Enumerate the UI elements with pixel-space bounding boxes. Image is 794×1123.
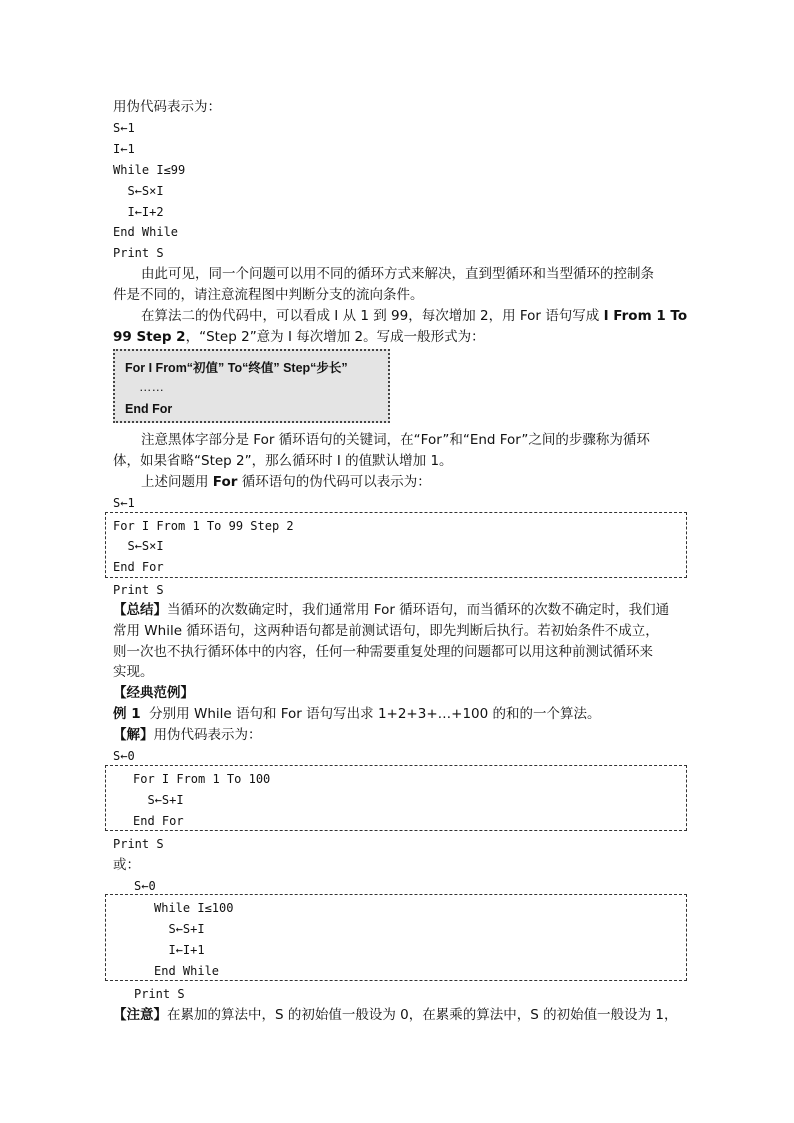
example-label: 例 1: [113, 706, 141, 722]
code-line: S←S×I: [113, 184, 164, 198]
note-text: 在累加的算法中，S 的初始值一般设为 0，在累乘的算法中，S 的初始值一般设为 1，: [167, 1007, 678, 1023]
paragraph-line: 注意黑体字部分是 For 循环语句的关键词，在“For”和“End For”之间的步骤称为循环: [141, 432, 650, 448]
bold-keyword: 99 Step 2: [113, 329, 186, 345]
summary-tag: 【总结】: [113, 602, 167, 618]
code-line: I←I+2: [113, 205, 164, 219]
or-text: 或：: [113, 857, 140, 873]
code-line: S←1: [113, 496, 135, 510]
example-text: 分别用 While 语句和 For 语句写出求 1+2+3+…+100 的和的一个算法。: [140, 706, 601, 722]
code-line: While I≤100: [154, 901, 234, 915]
bold-keyword: I From 1 To: [603, 308, 688, 324]
code-line: End While: [154, 964, 220, 978]
code-line: S←S+I: [154, 922, 205, 936]
paragraph-line: 件是不同的，请注意流程图中判断分支的流向条件。: [113, 287, 424, 303]
note-line: [113, 1005, 677, 1025]
general-form-box: [113, 349, 390, 423]
solution-tag: 【解】: [113, 727, 154, 743]
solution-line: [113, 725, 262, 745]
paragraph-line: [113, 327, 485, 347]
code-line: S←0: [134, 879, 156, 893]
summary-line: 常用 While 循环语句，这两种语句都是前测试语句，即先判断后执行。若初始条件不成立，: [113, 623, 659, 639]
section-heading: 【经典范例】: [113, 685, 194, 701]
code-line: S←1: [113, 121, 135, 135]
summary-line: 则一次也不执行循环体中的内容，任何一种需要重复处理的问题都可以用这种前测试循环来: [113, 644, 653, 660]
paragraph-text: 循环语句的伪代码可以表示为：: [237, 474, 431, 490]
code-line: S←S×I: [113, 539, 164, 553]
general-form-line: ……: [139, 380, 164, 394]
paragraph-line: [141, 306, 687, 326]
paragraph-text: ，“Step 2”意为 I 每次增加 2。写成一般形式为：: [185, 329, 485, 345]
summary-line: 实现。: [113, 664, 154, 680]
code-line: End For: [113, 560, 164, 574]
note-tag: 【注意】: [113, 1007, 167, 1023]
summary-text: 当循环的次数确定时，我们通常用 For 循环语句，而当循环的次数不确定时，我们通: [167, 602, 670, 618]
code-line: End For: [133, 814, 184, 828]
intro-text: 用伪代码表示为：: [113, 99, 221, 115]
code-line: Print S: [134, 987, 185, 1001]
general-form-line: End For: [125, 402, 173, 416]
code-line: For I From 1 To 100: [133, 772, 271, 786]
paragraph-line: [141, 472, 431, 492]
paragraph-text: 在算法二的伪代码中，可以看成 I 从 1 到 99，每次增加 2，用 For 语句写成: [141, 308, 604, 324]
bold-keyword: For: [212, 474, 238, 490]
general-form-line: For I From“初值” To“终值” Step“步长”: [125, 361, 348, 375]
summary-line: [113, 600, 669, 620]
code-line: Print S: [113, 246, 164, 260]
paragraph-line: 体，如果省略“Step 2”，那么循环时 I 的值默认增加 1。: [113, 453, 453, 469]
code-line: S←S+I: [133, 793, 184, 807]
paragraph-line: 由此可见，同一个问题可以用不同的循环方式来解决，直到型循环和当型循环的控制条: [141, 266, 654, 282]
code-line: End While: [113, 225, 179, 239]
code-line: I←I+1: [154, 943, 205, 957]
paragraph-text: 上述问题用: [141, 474, 213, 490]
code-line: Print S: [113, 837, 164, 851]
code-line: For I From 1 To 99 Step 2: [113, 519, 294, 533]
solution-text: 用伪代码表示为：: [153, 727, 262, 743]
example-line: [113, 704, 601, 724]
code-line: S←0: [113, 749, 135, 763]
code-line: While I≤99: [113, 163, 186, 177]
code-line: I←1: [113, 142, 135, 156]
code-line: Print S: [113, 583, 164, 597]
